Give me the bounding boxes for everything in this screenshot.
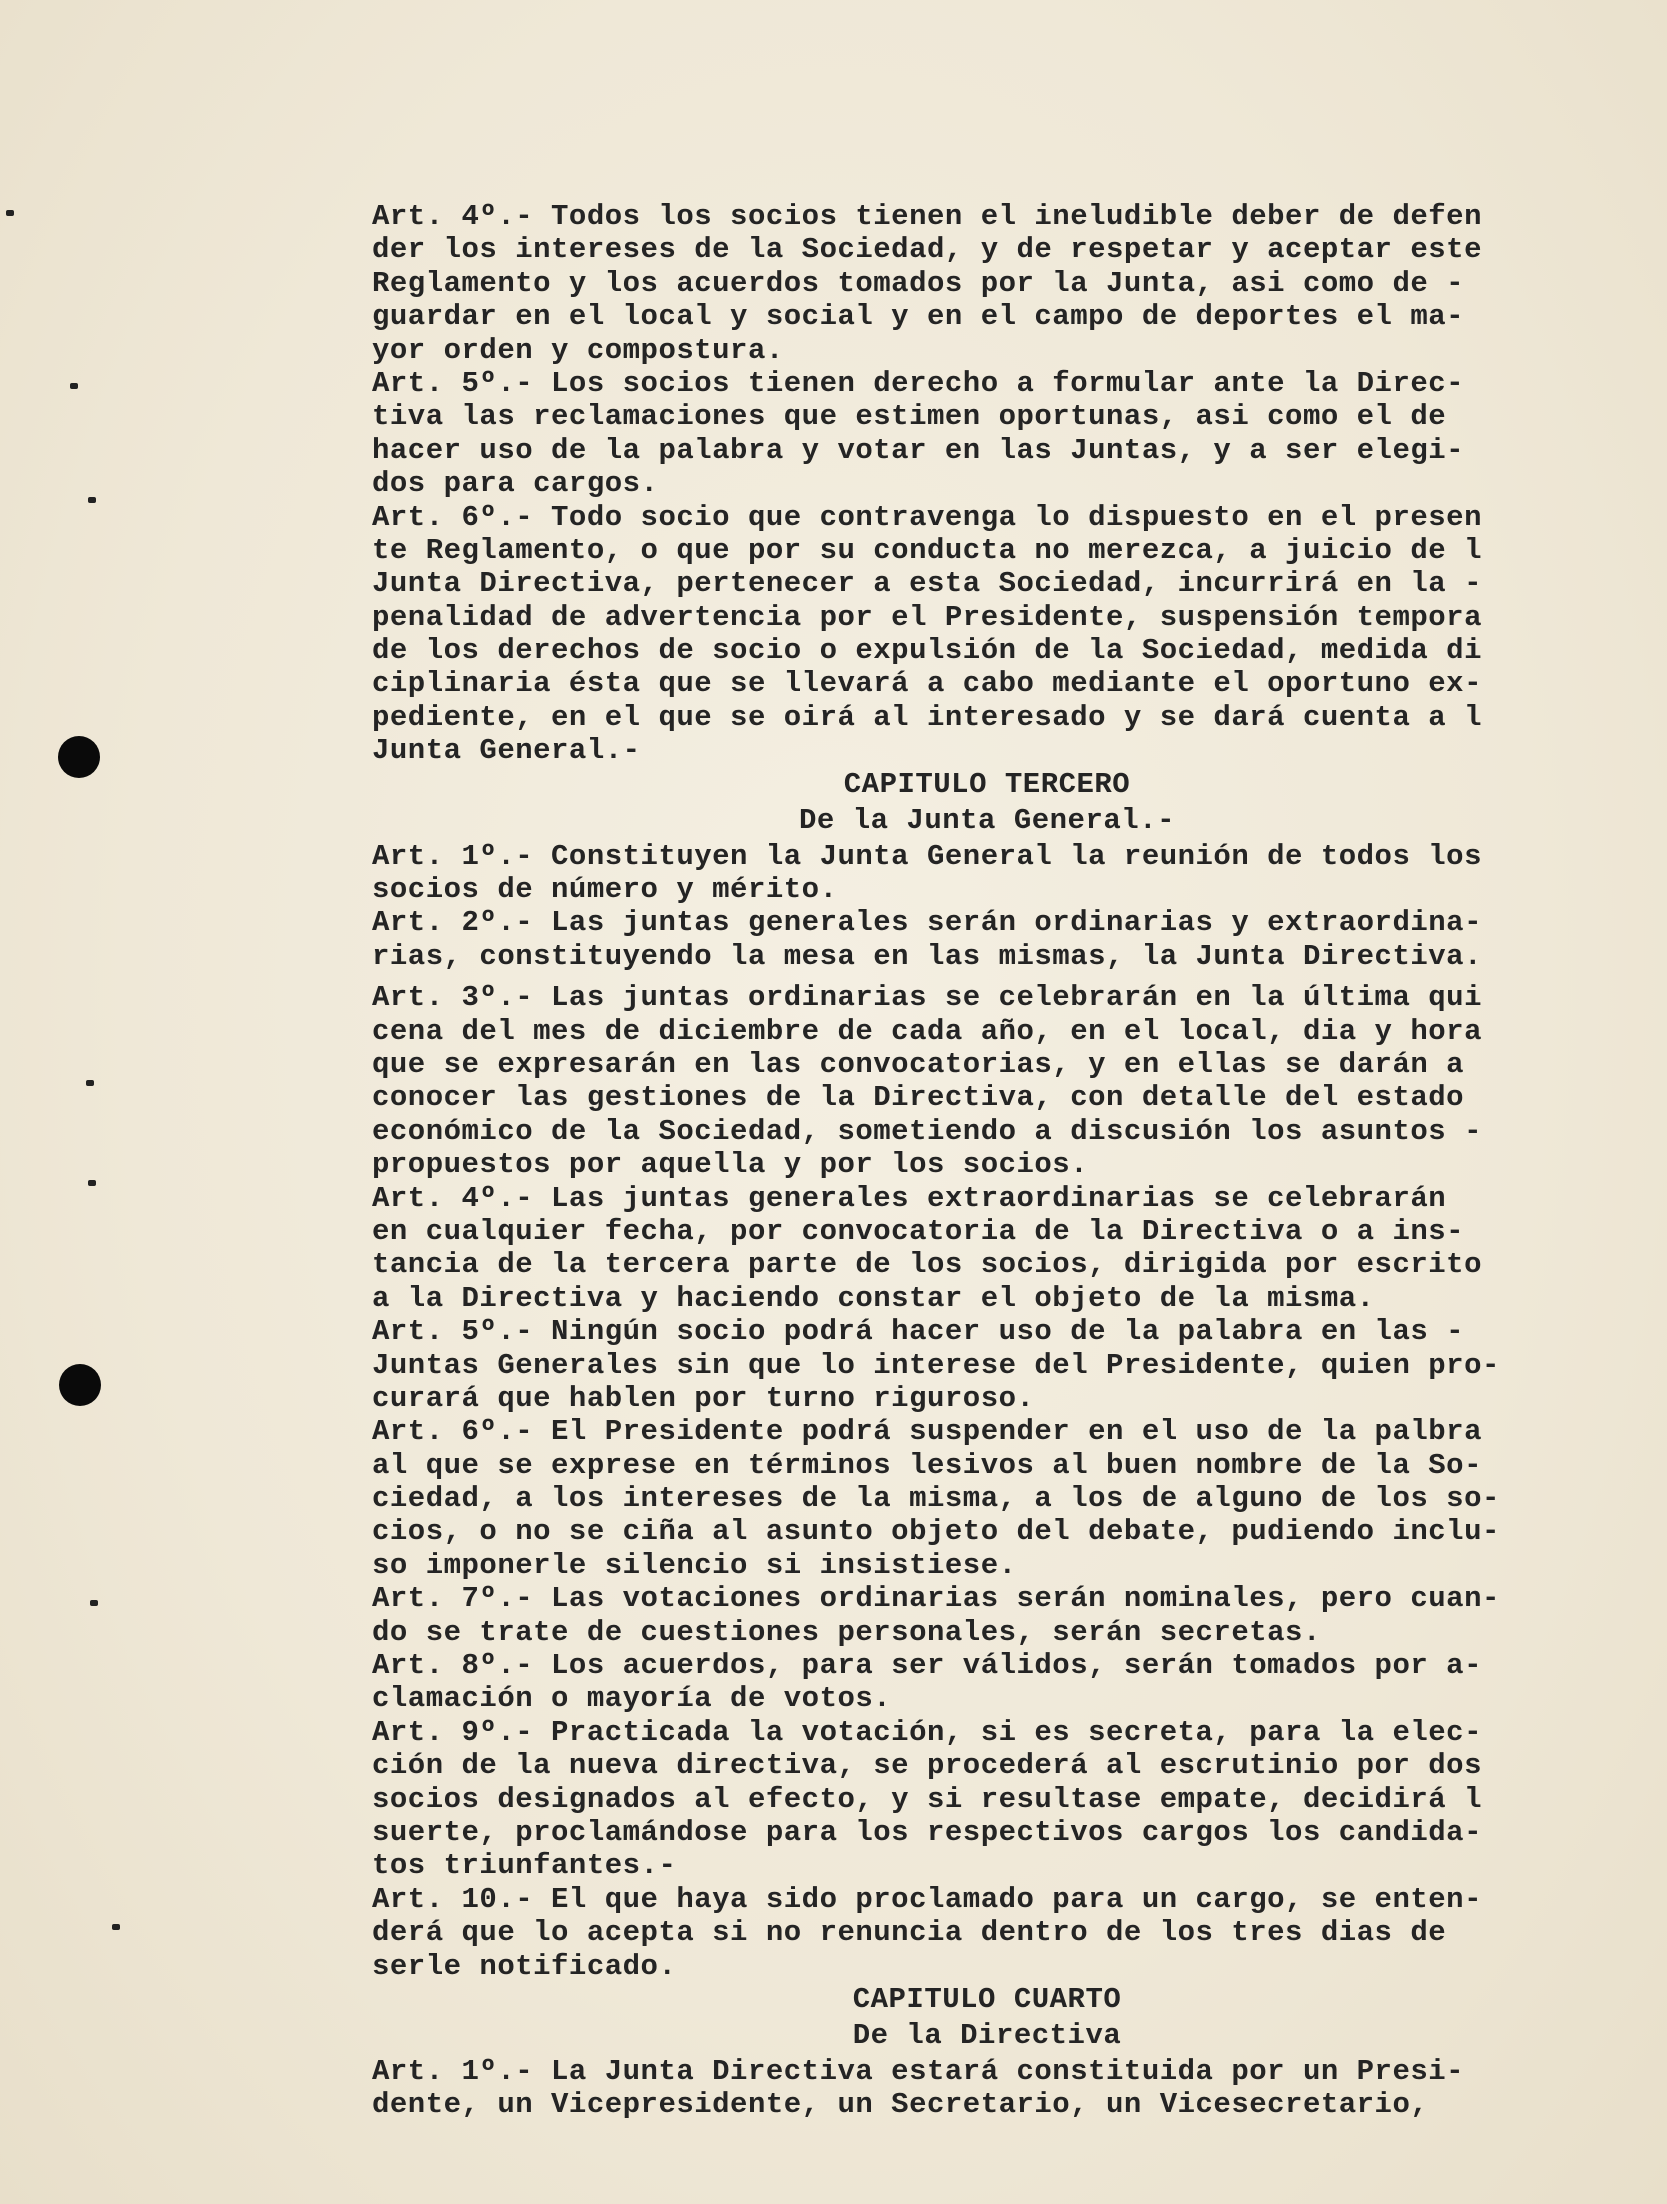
text-line: propuestos por aquella y por los socios. <box>372 1148 1089 1182</box>
text-line: Reglamento y los acuerdos tomados por la Junta, asi como de - <box>372 266 1465 300</box>
text-line: penalidad de advertencia por el Presidente, suspensión tempora <box>372 600 1482 634</box>
text-line: Art. 1º.- La Junta Directiva estará constituida por un Presi- <box>372 2054 1465 2088</box>
text-line: que se expresarán en las convocatorias, y en ellas se darán a <box>372 1047 1465 1081</box>
text-line: pediente, en el que se oirá al interesado y se dará cuenta a l <box>372 700 1482 734</box>
chapter-heading: De la Junta General.- <box>799 803 1175 837</box>
text-line: Art. 8º.- Los acuerdos, para ser válidos, serán tomados por a- <box>372 1649 1482 1683</box>
text-line: dente, un Vicepresidente, un Secretario, un Vicesecretario, <box>372 2088 1429 2122</box>
text-line: derá que lo acepta si no renuncia dentro de los tres dias de <box>372 1916 1447 1950</box>
margin-mark <box>88 1180 96 1186</box>
typed-text-block <box>372 200 1642 2122</box>
text-line: ciplinaria ésta que se llevará a cabo mediante el oportuno ex- <box>372 667 1482 701</box>
chapter-heading: CAPITULO CUARTO <box>852 1982 1122 2016</box>
text-line: tancia de la tercera parte de los socios, dirigida por escrito <box>372 1248 1482 1282</box>
text-line: Art. 6º.- Todo socio que contravenga lo dispuesto en el presen <box>372 500 1482 534</box>
text-line: yor orden y compostura. <box>372 333 784 367</box>
text-line: económico de la Sociedad, sometiendo a discusión los asuntos - <box>372 1114 1482 1148</box>
text-line: clamación o mayoría de votos. <box>372 1682 892 1716</box>
text-line: Juntas Generales sin que lo interese del Presidente, quien pro- <box>372 1348 1500 1382</box>
text-line: der los intereses de la Sociedad, y de respetar y aceptar este <box>372 233 1482 267</box>
text-line: Art. 10.- El que haya sido proclamado para un cargo, se enten- <box>372 1882 1482 1916</box>
text-line: curará que hablen por turno riguroso. <box>372 1381 1035 1415</box>
text-line: cena del mes de diciembre de cada año, en el local, dia y hora <box>372 1014 1482 1048</box>
text-line: do se trate de cuestiones personales, serán secretas. <box>372 1615 1321 1649</box>
text-line: serle notificado. <box>372 1949 677 1983</box>
text-line: ción de la nueva directiva, se procederá al escrutinio por dos <box>372 1749 1482 1783</box>
text-line: Junta Directiva, pertenecer a esta Sociedad, incurrirá en la - <box>372 567 1482 601</box>
text-line: tiva las reclamaciones que estimen oportunas, asi como el de <box>372 400 1447 434</box>
text-line: al que se exprese en términos lesivos al buen nombre de la So- <box>372 1448 1482 1482</box>
text-line: Art. 2º.- Las juntas generales serán ordinarias y extraordina- <box>372 906 1482 940</box>
text-line: so imponerle silencio si insistiese. <box>372 1548 1017 1582</box>
text-line: socios de número y mérito. <box>372 873 838 907</box>
text-line: Art. 5º.- Ningún socio podrá hacer uso de la palabra en las - <box>372 1315 1465 1349</box>
text-line: Art. 3º.- Las juntas ordinarias se celebrarán en la última qui <box>372 981 1482 1015</box>
margin-mark <box>70 383 78 389</box>
text-line: Art. 1º.- Constituyen la Junta General la reunión de todos los <box>372 839 1482 873</box>
chapter-heading: CAPITULO TERCERO <box>843 767 1131 801</box>
text-line: Art. 9º.- Practicada la votación, si es secreta, para la elec- <box>372 1715 1482 1749</box>
margin-mark <box>6 210 14 216</box>
margin-mark <box>112 1924 120 1930</box>
text-line: hacer uso de la palabra y votar en las Juntas, y a ser elegi- <box>372 433 1465 467</box>
text-line: Art. 4º.- Todos los socios tienen el ineludible deber de defen <box>372 200 1482 233</box>
text-line: en cualquier fecha, por convocatoria de la Directiva o a ins- <box>372 1214 1465 1248</box>
text-line: Art. 4º.- Las juntas generales extraordinarias se celebrarán <box>372 1181 1447 1215</box>
text-line: cios, o no se ciña al asunto objeto del debate, pudiendo inclu- <box>372 1515 1500 1549</box>
text-line: guardar en el local y social y en el campo de deportes el ma- <box>372 300 1465 334</box>
text-line: dos para cargos. <box>372 467 659 501</box>
text-line: Art. 5º.- Los socios tienen derecho a formular ante la Direc- <box>372 366 1465 400</box>
text-line: de los derechos de socio o expulsión de la Sociedad, medida di <box>372 634 1482 668</box>
text-line: conocer las gestiones de la Directiva, con detalle del estado <box>372 1081 1465 1115</box>
margin-mark <box>86 1080 94 1086</box>
text-line: te Reglamento, o que por su conducta no merezca, a juicio de l <box>372 533 1482 567</box>
chapter-heading: De la Directiva <box>852 2018 1122 2052</box>
text-line: socios designados al efecto, y si resultase empate, decidirá l <box>372 1782 1482 1816</box>
margin-mark <box>90 1600 98 1606</box>
punch-hole-bottom <box>59 1364 101 1406</box>
text-line: Junta General.- <box>372 734 641 768</box>
text-line: rias, constituyendo la mesa en las mismas, la Junta Directiva. <box>372 939 1482 973</box>
text-line: Art. 7º.- Las votaciones ordinarias serán nominales, pero cuan- <box>372 1582 1500 1616</box>
punch-hole-top <box>58 736 100 778</box>
text-line: a la Directiva y haciendo constar el objeto de la misma. <box>372 1281 1375 1315</box>
text-line: suerte, proclamándose para los respectivos cargos los candida- <box>372 1815 1482 1849</box>
text-line: ciedad, a los intereses de la misma, a los de alguno de los so- <box>372 1482 1500 1516</box>
text-line: Art. 6º.- El Presidente podrá suspender en el uso de la palbra <box>372 1415 1482 1449</box>
margin-mark <box>88 497 96 503</box>
text-line: tos triunfantes.- <box>372 1849 677 1883</box>
